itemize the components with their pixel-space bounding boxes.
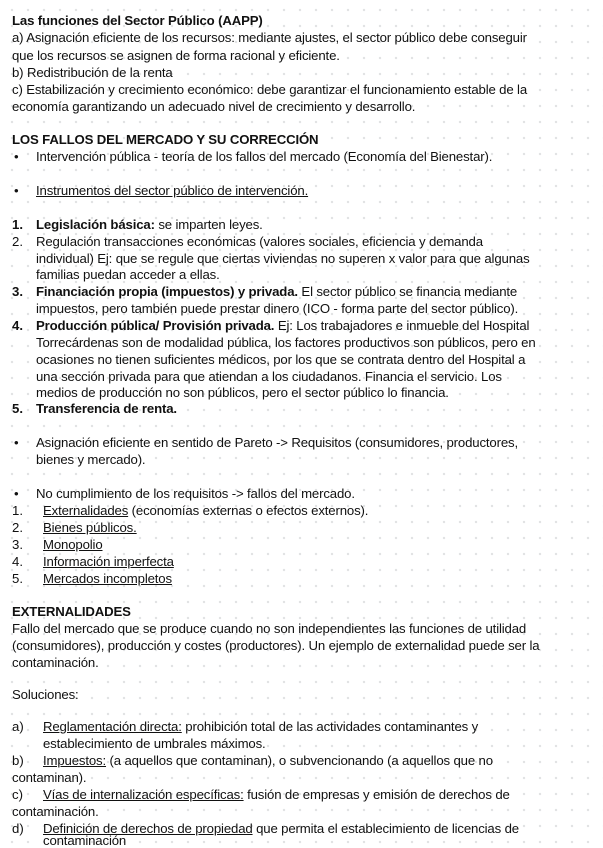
list-item-continuation: una sección privada para que atiendan a los ciudadanos. Financia el servicio. Los (36, 369, 502, 384)
list-item: Bienes públicos. (43, 520, 137, 535)
list-item (43, 786, 510, 803)
section-title: Las funciones del Sector Público (AAPP) (12, 13, 263, 28)
list-item: Monopolio (43, 537, 103, 552)
list-item (43, 502, 368, 519)
item-label: Vías de internalización específicas: (43, 787, 244, 802)
list-marker: a) (12, 719, 24, 734)
list-number: 4. (12, 318, 23, 333)
item-text: (a aquellos que contaminan), o subvencionando (a aquellos que no (106, 753, 493, 768)
list-item (43, 718, 478, 735)
bullet-text-continuation: bienes y mercado). (36, 452, 146, 467)
item-text: El sector público se financia mediante (297, 284, 518, 299)
list-item-continuation: ocasiones no tienen suficientes médicos, por los que se contrata dentro del Hospital a (36, 352, 526, 367)
item-text: que permita el establecimiento de licencias de (252, 821, 519, 836)
bullet-icon: • (14, 486, 19, 501)
bullet-text: Intervención pública - teoría de los fallos del mercado (Economía del Bienestar). (36, 149, 493, 164)
text-line: (consumidores), producción y costes (productores). Un ejemplo de externalidad puede ser la (12, 638, 540, 653)
list-item-continuation: medios de producción no son públicos, pero el sector público lo financia. (36, 385, 449, 400)
list-number: 1. (12, 503, 23, 518)
list-item (43, 752, 493, 769)
item-label: Definición de derechos de propiedad (43, 821, 253, 836)
item-text: Ej: Los trabajadores e inmueble del Hospital (274, 318, 530, 333)
list-number: 2. (12, 234, 23, 249)
bullet-text: No cumplimiento de los requisitos -> fallos del mercado. (36, 486, 355, 501)
text-line: Soluciones: (12, 687, 79, 702)
section-heading: EXTERNALIDADES (12, 604, 131, 619)
item-text: prohibición total de las actividades contaminantes y (181, 719, 479, 734)
list-number: 4. (12, 554, 23, 569)
item-label: Externalidades (43, 503, 129, 518)
bullet-icon: • (14, 149, 19, 164)
item-bold: Producción pública/ Provisión privada. (36, 318, 275, 333)
text-line: economía garantizando un adecuado nivel de crecimiento y desarrollo. (12, 99, 416, 114)
item-label: Reglamentación directa: (43, 719, 182, 734)
list-item: Información imperfecta (43, 554, 174, 569)
item-bold: Financiación propia (impuestos) y privada. (36, 284, 298, 299)
text-line: c) Estabilización y crecimiento económico: debe garantizar el funcionamiento estable de la (12, 82, 528, 97)
list-item (36, 283, 517, 300)
list-item-continuation: contaminan). (12, 770, 87, 785)
list-number: 3. (12, 284, 23, 299)
list-item (36, 216, 263, 233)
text-line: que los recursos se asignen de forma racional y eficiente. (12, 48, 340, 63)
item-text: (economías externas o efectos externos). (128, 503, 369, 518)
text-line: contaminación. (12, 655, 99, 670)
list-item-continuation: contaminación (43, 833, 127, 848)
bullet-icon: • (14, 183, 19, 198)
list-number: 3. (12, 537, 23, 552)
text-line: Fallo del mercado que se produce cuando no son independientes las funciones de utilidad (12, 621, 527, 636)
list-number: 2. (12, 520, 23, 535)
list-number: 5. (12, 401, 23, 416)
item-bold: Legislación básica: (36, 217, 155, 232)
list-number: 5. (12, 571, 23, 586)
text-line: b) Redistribución de la renta (12, 65, 173, 80)
list-item-continuation: establecimiento de umbrales máximos. (43, 736, 266, 751)
section-heading: LOS FALLOS DEL MERCADO Y SU CORRECCIÓN (12, 132, 319, 147)
list-number: 1. (12, 217, 23, 232)
bullet-text: Instrumentos del sector público de intervención. (36, 183, 309, 198)
list-item-continuation: contaminación. (12, 804, 99, 819)
list-item-continuation: familias puedan acceder a ellas. (36, 267, 220, 282)
bullet-icon: • (14, 435, 19, 450)
item-label: Impuestos: (43, 753, 107, 768)
item-text: fusión de empresas y emisión de derechos de (243, 787, 510, 802)
list-item-continuation: impuestos, pero también puede prestar dinero (ICO - forma parte del sector público). (36, 301, 519, 316)
list-marker: c) (12, 787, 23, 802)
list-item: Transferencia de renta. (36, 401, 177, 416)
list-item: Mercados incompletos (43, 571, 172, 586)
text-line: a) Asignación eficiente de los recursos: mediante ajustes, el sector público debe conseguir (12, 30, 527, 45)
list-marker: d) (12, 821, 24, 836)
item-text: se imparten leyes. (154, 217, 263, 232)
list-item: Regulación transacciones económicas (valores sociales, eficiencia y demanda (36, 234, 483, 249)
list-item-continuation: individual) Ej: que se regule que ciertas viviendas no superen x valor para que algunas (36, 251, 530, 266)
list-item-continuation: Torrecárdenas son de modalidad pública, los factores productivos son públicos, pero en (36, 335, 536, 350)
list-marker: b) (12, 753, 24, 768)
list-item (36, 317, 529, 334)
bullet-text: Asignación eficiente en sentido de Pareto -> Requisitos (consumidores, productores, (36, 435, 518, 450)
